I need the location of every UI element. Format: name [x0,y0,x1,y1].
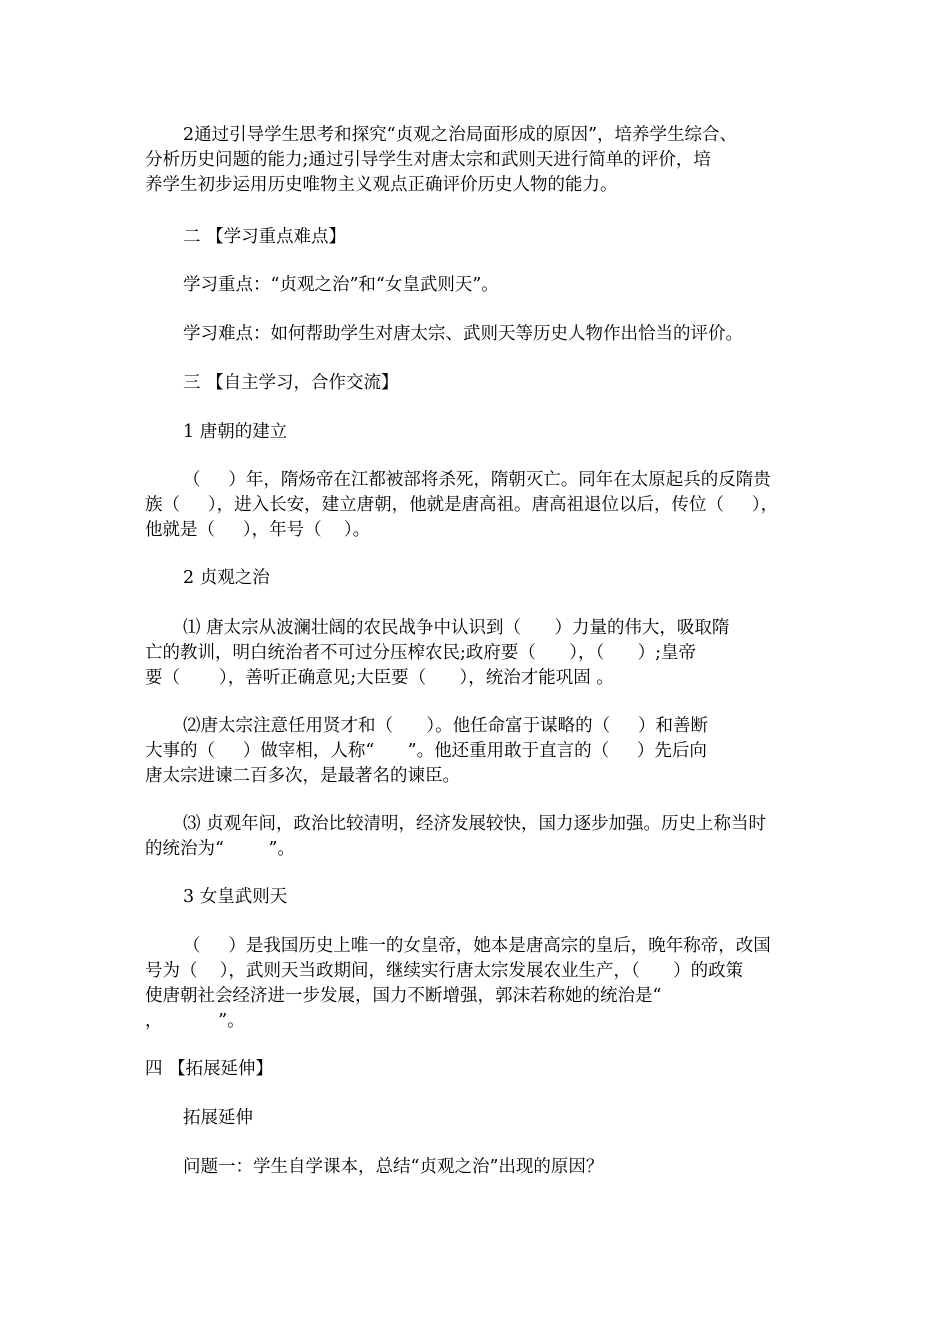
wu-zetian-line: （ ）是我国历史上唯一的女皇帝，她本是唐高宗的皇后，晚年称帝，改国 [183,936,771,956]
tang-founding-paragraph [145,468,807,543]
wu-zetian-title: 3 女皇武则天 [183,887,288,907]
objective-2-line: 分析历史问题的能力;通过引导学生对唐太宗和武则天进行简单的评价，培 [145,150,711,170]
wu-zetian-line: 使唐朝社会经济进一步发展，国力不断增强，郭沫若称她的统治是“ [145,986,662,1006]
extension-title: 拓展延伸 [183,1108,253,1128]
zhenguan-p3-line: ⑶ 贞观年间，政治比较清明，经济发展较快，国力逐步加强。历史上称当时 [183,814,767,834]
tang-founding-line: 他就是（ ），年号（ ）。 [145,520,371,540]
difficulty-text: 学习难点：如何帮助学生对唐太宗、武则天等历史人物作出恰当的评价。 [183,324,743,344]
key-point-text: 学习重点：“贞观之治”和“女皇武则天”。 [183,275,499,295]
zhenguan-p2-line: 大事的（ ）做宰相，人称“ ”。他还重用敢于直言的（ ）先后向 [145,741,707,761]
zhenguan-paragraph-3 [145,812,807,862]
zhenguan-p1-line: 要（ ），善听正确意见;大臣要（ ），统治才能巩固 。 [145,668,614,688]
objective-2-line: 2通过引导学生思考和探究“贞观之治局面形成的原因”，培养学生综合、 [183,125,738,145]
zhenguan-paragraph-2 [145,714,807,789]
tang-founding-line: （ ）年，隋炀帝在江都被部将杀死，隋朝灭亡。同年在太原起兵的反隋贵 [183,470,771,490]
section-3-heading: 三 【自主学习，合作交流】 [183,373,399,393]
question-1-text: 问题一：学生自学课本，总结“贞观之治”出现的原因？ [183,1157,604,1177]
zhenguan-p2-line: ⑵唐太宗注意任用贤才和（ ）。他任命富于谋略的（ ）和善断 [183,716,708,736]
zhenguan-paragraph-1 [145,616,807,691]
tang-founding-line: 族（ ），进入长安，建立唐朝，他就是唐高祖。唐高祖退位以后，传位（ ）， [145,495,779,515]
section-4-heading: 四 【拓展延伸】 [145,1059,274,1079]
zhenguan-p2-line: 唐太宗进谏二百多次，是最著名的谏臣。 [145,766,460,786]
wu-zetian-line: ， ”。 [145,1011,245,1031]
wu-zetian-paragraph [145,934,807,1034]
wu-zetian-line: 号为（ ），武则天当政期间，继续实行唐太宗发展农业生产，（ ）的政策 [145,961,744,981]
section-2-heading: 二 【学习重点难点】 [183,227,347,247]
objective-2-line: 养学生初步运用历史唯物主义观点正确评价历史人物的能力。 [145,175,618,195]
zhenguan-p3-line: 的统治为“ ”。 [145,839,295,859]
tang-founding-title: 1 唐朝的建立 [183,422,288,442]
zhenguan-title: 2 贞观之治 [183,568,270,588]
zhenguan-p1-line: 亡的教训，明白统治者不可过分压榨农民;政府要（ ），（ ）;皇帝 [145,643,697,663]
zhenguan-p1-line: ⑴ 唐太宗从波澜壮阔的农民战争中认识到（ ）力量的伟大，吸取隋 [183,618,730,638]
objective-2-paragraph [145,123,807,198]
